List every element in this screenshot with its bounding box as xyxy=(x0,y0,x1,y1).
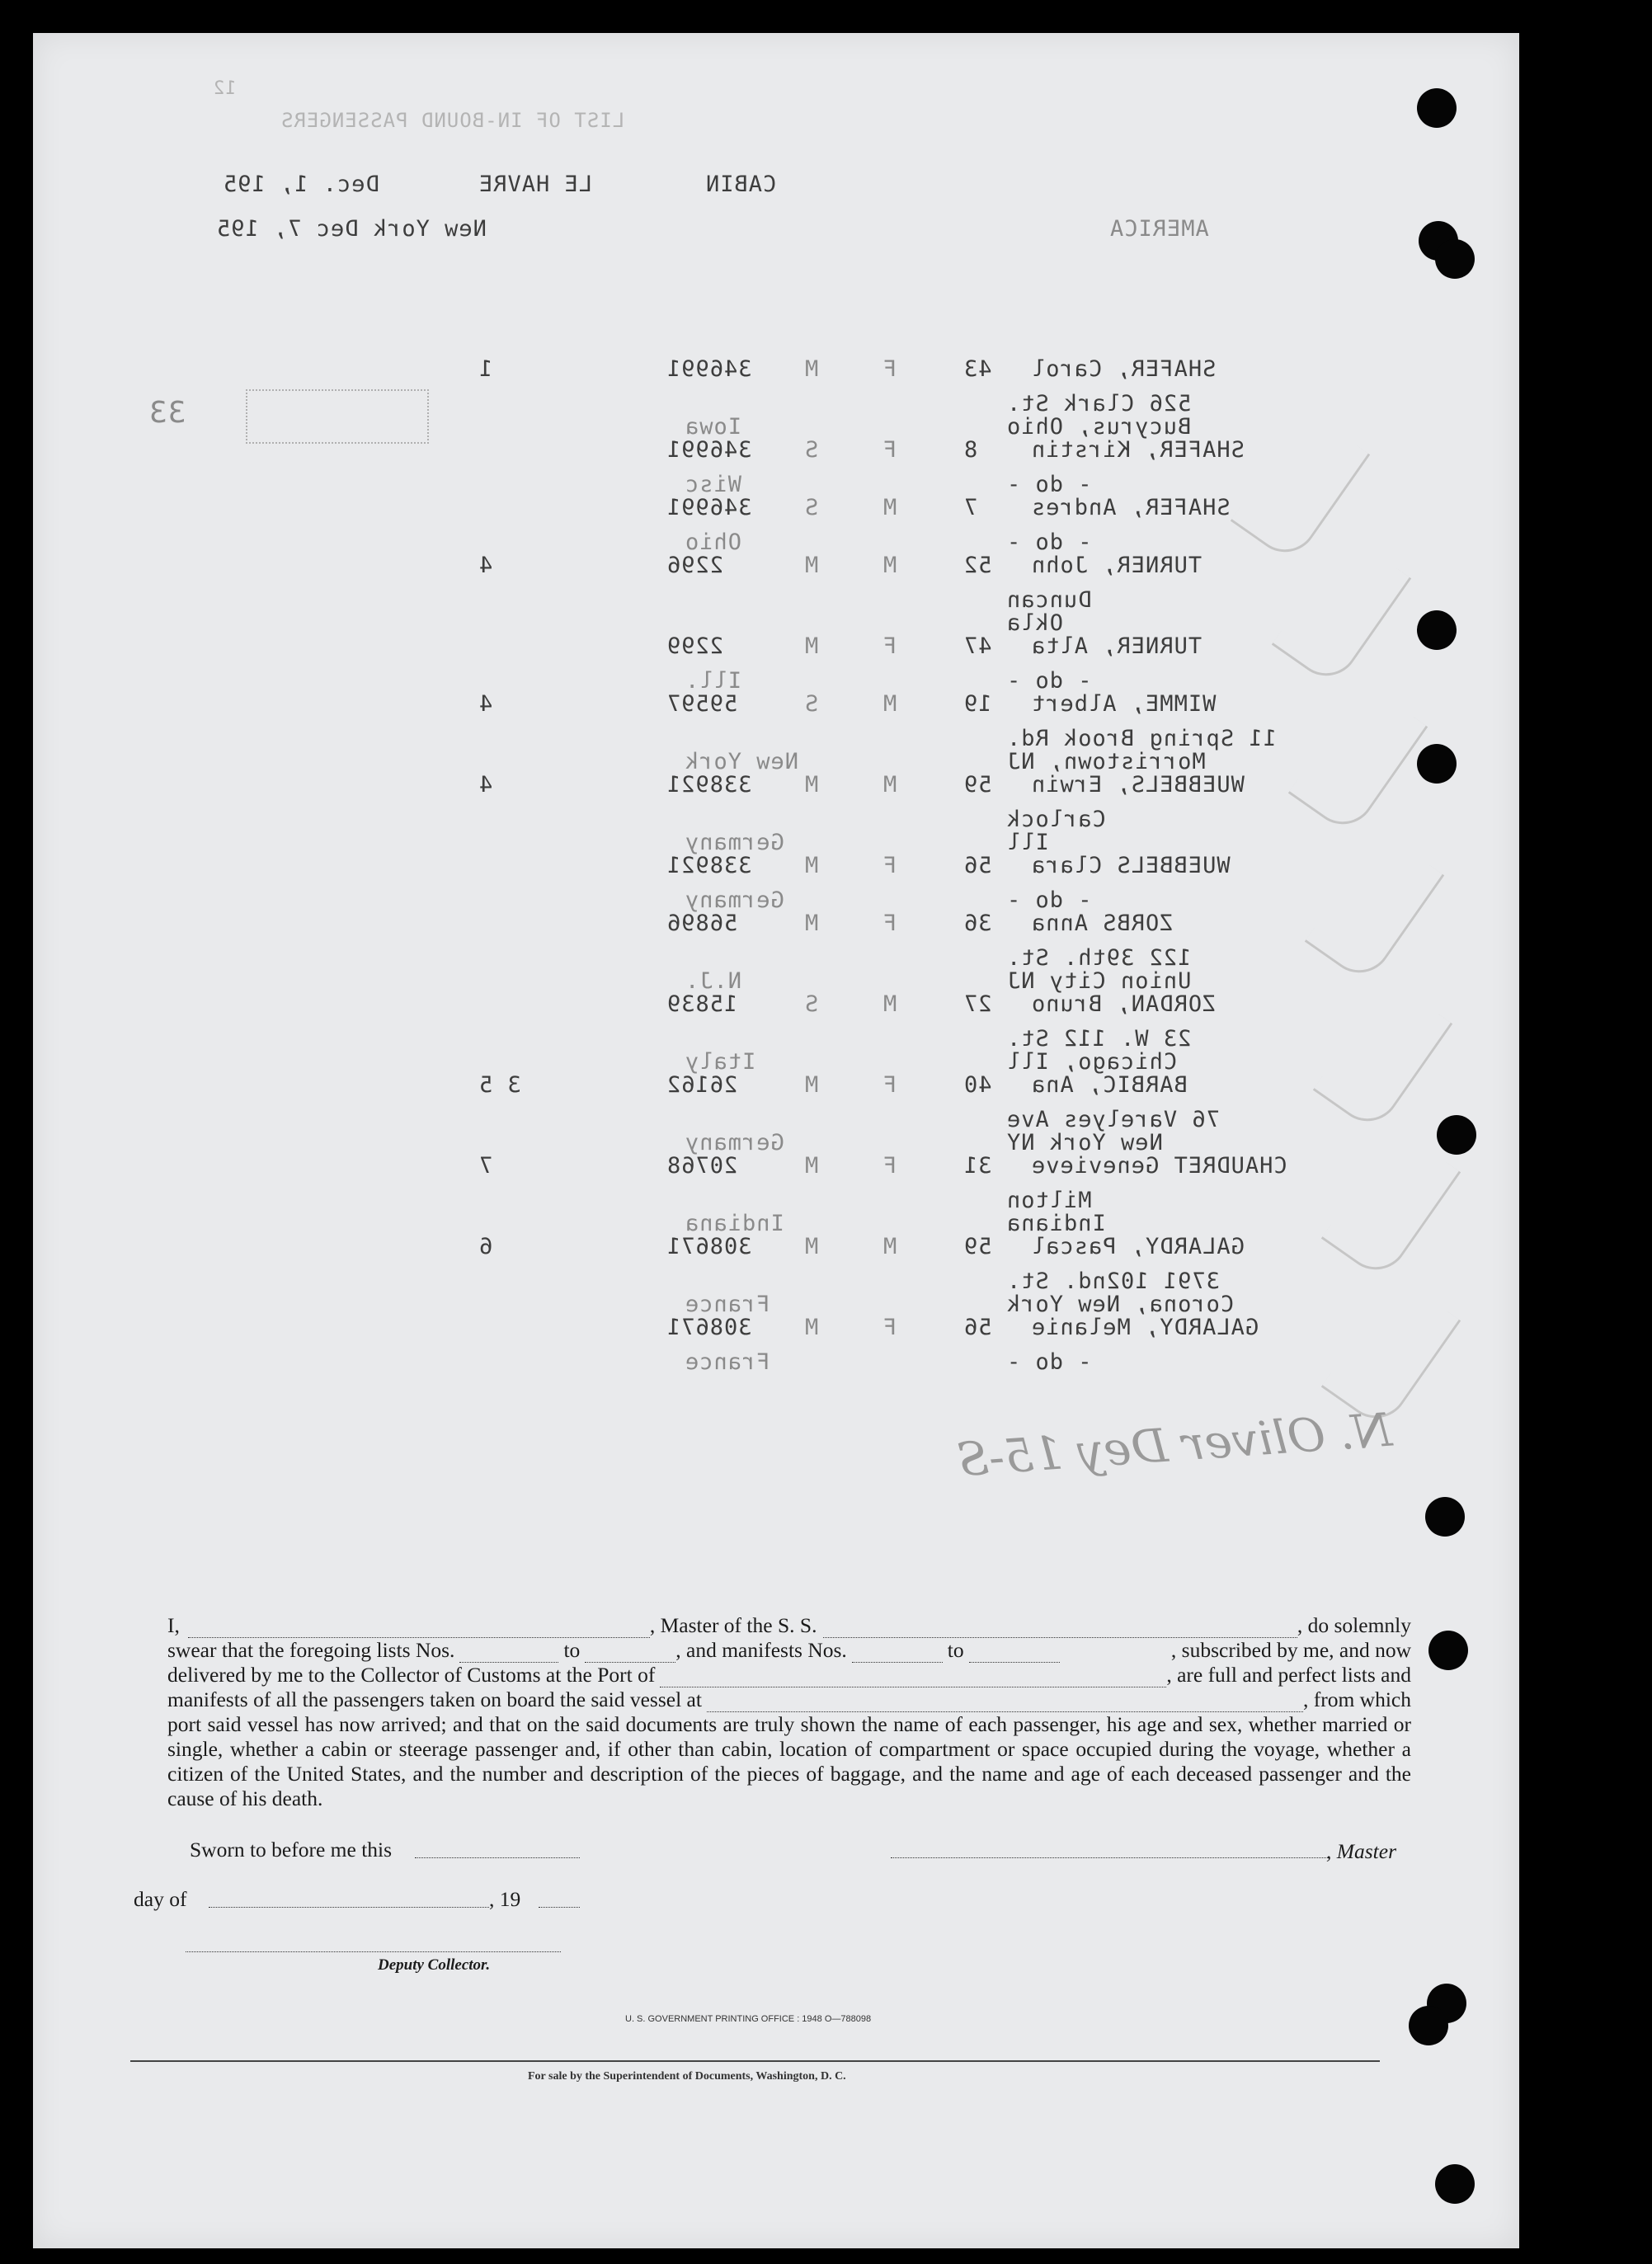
bleed-row-place: France xyxy=(685,1349,770,1375)
bleed-row-age: 7 xyxy=(963,495,978,520)
bleed-row-addr: Chicago, Ill xyxy=(1006,1049,1178,1075)
bleed-arrival: New York Dec 7, 195 xyxy=(216,216,487,242)
bleed-row-line: 3 5 xyxy=(478,1072,521,1098)
bleed-row-status: S xyxy=(804,495,819,520)
bleed-row-sex: M xyxy=(882,991,897,1017)
year-field[interactable] xyxy=(539,1907,580,1908)
bleed-row-name: ZORDAN, Bruno xyxy=(1031,991,1217,1017)
bleed-row-name: WIMME, Albert xyxy=(1031,691,1217,717)
bleed-row-status: M xyxy=(804,772,819,798)
check-mark xyxy=(1272,534,1412,689)
binder-hole xyxy=(1435,239,1475,279)
bleed-row-place: N.J. xyxy=(685,968,742,994)
bleed-port-from: LE HAVRE xyxy=(478,172,593,197)
binder-hole xyxy=(1417,88,1457,128)
lists-from-field[interactable] xyxy=(459,1645,558,1663)
bleed-row-sex: F xyxy=(882,437,897,463)
binder-hole xyxy=(1425,1497,1465,1537)
bleed-row-number: 346991 xyxy=(666,437,752,463)
bleed-row-place: Indiana xyxy=(685,1211,784,1236)
bleed-row-line: 4 xyxy=(478,691,493,717)
binder-hole xyxy=(1417,744,1457,784)
bleed-row-age: 56 xyxy=(963,1315,992,1340)
bleed-row-status: M xyxy=(804,1153,819,1179)
bleed-row-name: WUEBBELS Clara xyxy=(1031,853,1231,878)
bleed-row-number: 308671 xyxy=(666,1234,752,1259)
binder-hole xyxy=(1417,610,1457,650)
bleed-row-name: GALARDY, Melanie xyxy=(1031,1315,1259,1340)
bleed-row-status: S xyxy=(804,691,819,717)
bleed-row-age: 19 xyxy=(963,691,992,717)
check-mark xyxy=(1305,831,1445,986)
document-page xyxy=(33,33,1519,2248)
bleed-row-sex: F xyxy=(882,356,897,382)
bleed-row-sex: M xyxy=(882,772,897,798)
deputy-signature-field[interactable] xyxy=(186,1951,561,1952)
bleed-row-number: 338921 xyxy=(666,853,752,878)
bleed-row-age: 52 xyxy=(963,553,992,578)
bleed-row-status: M xyxy=(804,853,819,878)
oath-i: I, xyxy=(167,1613,180,1637)
bleed-row-addr: 76 Varelyes Ave xyxy=(1006,1107,1220,1132)
master-signature-field[interactable] xyxy=(891,1857,1328,1858)
oath-lists-nos: swear that the foregoing lists Nos. xyxy=(167,1638,455,1662)
binder-hole xyxy=(1428,1631,1468,1670)
bleed-row-sex: F xyxy=(882,1153,897,1179)
gpo-imprint: U. S. GOVERNMENT PRINTING OFFICE : 1948 O—788098 xyxy=(625,2014,872,2024)
bleed-margin-mark: 33 xyxy=(148,396,186,430)
bleed-row-age: 47 xyxy=(963,633,992,659)
bleed-row-age: 8 xyxy=(963,437,978,463)
sale-notice: For sale by the Superintendent of Documents, Washington, D. C. xyxy=(528,2070,846,2083)
bleed-row-addr: Indiana xyxy=(1006,1211,1106,1236)
bleed-row-age: 56 xyxy=(963,853,992,878)
bleed-row-addr: Ill xyxy=(1006,830,1049,855)
bleed-row-name: TURNER, John xyxy=(1031,553,1203,578)
bleed-row-addr: Okla xyxy=(1006,610,1064,636)
bleed-row-name: BARBIC, Ana xyxy=(1031,1072,1188,1098)
bleed-row-age: 36 xyxy=(963,911,992,936)
bleed-row-name: SHAFER, Kirstin xyxy=(1031,437,1245,463)
bleed-row-sex: M xyxy=(882,691,897,717)
bleed-row-line: 4 xyxy=(478,553,493,578)
bleed-row-status: S xyxy=(804,991,819,1017)
bleed-row-status: M xyxy=(804,911,819,936)
bleed-row-name: GALARDY, Pascal xyxy=(1031,1234,1245,1259)
bleed-row-addr: Carlock xyxy=(1006,807,1106,832)
bleed-row-name: CHAUDRET Genevieve xyxy=(1031,1153,1287,1179)
bleed-row-status: M xyxy=(804,1234,819,1259)
bleed-row-place: New York xyxy=(685,749,799,774)
bleed-row-status: M xyxy=(804,553,819,578)
bleed-row-place: Ohio xyxy=(685,530,742,555)
bleed-row-name: WUEBBELS, Erwin xyxy=(1031,772,1245,798)
oath-from-which: , from which xyxy=(1302,1687,1411,1711)
master-label: , Master xyxy=(1326,1839,1396,1863)
bleed-row-place: Germany xyxy=(685,1130,784,1156)
oath-to-1: to xyxy=(563,1638,581,1662)
oath-port-of: delivered by me to the Collector of Customs at the Port of xyxy=(167,1663,656,1687)
bleed-row-number: 59597 xyxy=(666,691,738,717)
bleed-row-line: 6 xyxy=(478,1234,493,1259)
bleed-row-status: M xyxy=(804,356,819,382)
bleed-row-addr: 3791 102nd. St. xyxy=(1006,1268,1220,1294)
bleed-row-place: Germany xyxy=(685,887,784,913)
bleed-row-age: 27 xyxy=(963,991,992,1017)
bleed-row-addr: - do - xyxy=(1006,887,1092,913)
check-mark xyxy=(1313,980,1453,1134)
oath-paragraph xyxy=(167,1613,1411,1811)
bleed-row-line: 7 xyxy=(478,1153,493,1179)
bleed-row-addr: - do - xyxy=(1006,530,1092,555)
bleed-row-number: 308671 xyxy=(666,1315,752,1340)
binder-hole xyxy=(1437,1115,1476,1155)
bleed-row-number: 2296 xyxy=(666,553,724,578)
bleed-row-place: Iowa xyxy=(685,414,742,440)
bleed-vessel: AMERICA xyxy=(1109,216,1209,242)
bleed-row-number: 15839 xyxy=(666,991,738,1017)
bleed-row-name: ZORBS Anna xyxy=(1031,911,1174,936)
bleed-class: CABIN xyxy=(705,172,777,197)
bleed-row-sex: F xyxy=(882,853,897,878)
bleed-row-age: 59 xyxy=(963,1234,992,1259)
bleed-row-number: 56896 xyxy=(666,911,738,936)
sworn-date-field[interactable] xyxy=(415,1857,580,1858)
year-label: , 19 xyxy=(489,1887,521,1911)
oath-manifests-nos: , and manifests Nos. xyxy=(675,1638,847,1662)
bleed-row-place: Italy xyxy=(685,1049,756,1075)
oath-full-perfect: , are full and perfect lists and xyxy=(1166,1663,1411,1687)
port-field[interactable] xyxy=(660,1670,1166,1687)
bleed-row-addr: Morristown, NJ xyxy=(1006,749,1206,774)
bleed-row-number: 338921 xyxy=(666,772,752,798)
bleed-row-addr: 23 W. 112 St. xyxy=(1006,1026,1192,1052)
bleed-row-addr: 11 Spring Brook Rd. xyxy=(1006,726,1277,751)
bleed-row-place: Wisc xyxy=(685,472,742,497)
deputy-collector-label: Deputy Collector. xyxy=(378,1956,491,1974)
bleed-row-sex: M xyxy=(882,495,897,520)
bleed-row-sex: F xyxy=(882,1315,897,1340)
bleed-row-number: 346991 xyxy=(666,495,752,520)
bleed-row-name: SHAFER, Carol xyxy=(1031,356,1217,382)
manifests-from-field[interactable] xyxy=(852,1645,943,1663)
bleed-row-place: Ill. xyxy=(685,668,742,694)
oath-body: port said vessel has now arrived; and that on the said documents are truly shown the name of each passenger, his age and sex, whether married or single, whether a cabin or steerage passenger and, if other than cabin, location of compartment or space occupied during the voyage, whether a citizen of the United States, and the number and description of the pieces of baggage, and the name and age of each deceased passenger and the cause of his death. xyxy=(167,1712,1411,1810)
bleed-row-addr: Bucyrus, Ohio xyxy=(1006,414,1192,440)
vessel-name-field[interactable] xyxy=(823,1621,1297,1638)
bleed-row-status: M xyxy=(804,633,819,659)
bleed-row-name: TURNER, Alta xyxy=(1031,633,1203,659)
check-mark xyxy=(1321,1128,1461,1283)
month-field[interactable] xyxy=(209,1907,489,1908)
bleed-row-name: SHAFER, Andres xyxy=(1031,495,1231,520)
bleed-row-addr: Milton xyxy=(1006,1188,1092,1213)
embark-port-field[interactable] xyxy=(707,1695,1303,1712)
bleed-departure: Dec. 1, 195 xyxy=(223,172,379,197)
footer-rule xyxy=(130,2060,1380,2062)
bleed-row-age: 43 xyxy=(963,356,992,382)
master-name-field[interactable] xyxy=(188,1621,650,1638)
bleed-list-title: LIST OF IN-BOUND PASSENGERS xyxy=(280,109,625,132)
lists-to-field[interactable] xyxy=(585,1645,675,1663)
bleed-row-addr: - do - xyxy=(1006,668,1092,694)
bleed-row-sex: F xyxy=(882,633,897,659)
bleed-row-status: M xyxy=(804,1072,819,1098)
day-of-label: day of xyxy=(134,1887,187,1911)
bleed-row-place: Germany xyxy=(685,830,784,855)
bleed-row-addr: Duncan xyxy=(1006,587,1092,613)
bleed-row-age: 40 xyxy=(963,1072,992,1098)
bleed-row-line: 1 xyxy=(478,356,493,382)
bleed-row-addr: 526 Clark St. xyxy=(1006,391,1192,417)
bleed-row-number: 20768 xyxy=(666,1153,738,1179)
bleed-row-line: 4 xyxy=(478,772,493,798)
bleed-row-addr: - do - xyxy=(1006,1349,1092,1375)
oath-vessel-at: manifests of all the passengers taken on board the said vessel at xyxy=(167,1687,702,1711)
manifests-to-field[interactable] xyxy=(969,1645,1060,1663)
bleed-row-addr: New York NY xyxy=(1006,1130,1163,1156)
bleed-signature: N. Oliver Dey 15-S xyxy=(955,1403,1394,1488)
bleed-row-sex: M xyxy=(882,1234,897,1259)
bleed-row-age: 31 xyxy=(963,1153,992,1179)
bleed-stamp xyxy=(246,389,429,444)
bleed-row-status: M xyxy=(804,1315,819,1340)
bleed-row-sex: M xyxy=(882,553,897,578)
bleed-row-addr: Corona, New York xyxy=(1006,1292,1235,1317)
bleed-form-number: 12 xyxy=(213,78,237,99)
bleed-row-addr: 122 39th. St. xyxy=(1006,945,1192,971)
binder-hole xyxy=(1435,2164,1475,2204)
bleed-row-status: S xyxy=(804,437,819,463)
check-mark xyxy=(1288,683,1428,837)
bleed-row-sex: F xyxy=(882,911,897,936)
sworn-label: Sworn to before me this xyxy=(190,1838,393,1862)
bleed-row-number: 26162 xyxy=(666,1072,738,1098)
oath-solemnly: , do solemnly xyxy=(1297,1613,1411,1637)
bleed-row-addr: - do - xyxy=(1006,472,1092,497)
oath-subscribed: , subscribed by me, and now xyxy=(1170,1638,1411,1662)
binder-hole xyxy=(1409,2006,1448,2045)
bleed-row-age: 59 xyxy=(963,772,992,798)
bleed-row-sex: F xyxy=(882,1072,897,1098)
bleed-row-number: 2299 xyxy=(666,633,724,659)
bleed-row-addr: Union City NJ xyxy=(1006,968,1192,994)
oath-master-of: , Master of the S. S. xyxy=(649,1613,817,1637)
oath-to-2: to xyxy=(947,1638,964,1662)
bleed-row-number: 346991 xyxy=(666,356,752,382)
bleed-row-place: France xyxy=(685,1292,770,1317)
